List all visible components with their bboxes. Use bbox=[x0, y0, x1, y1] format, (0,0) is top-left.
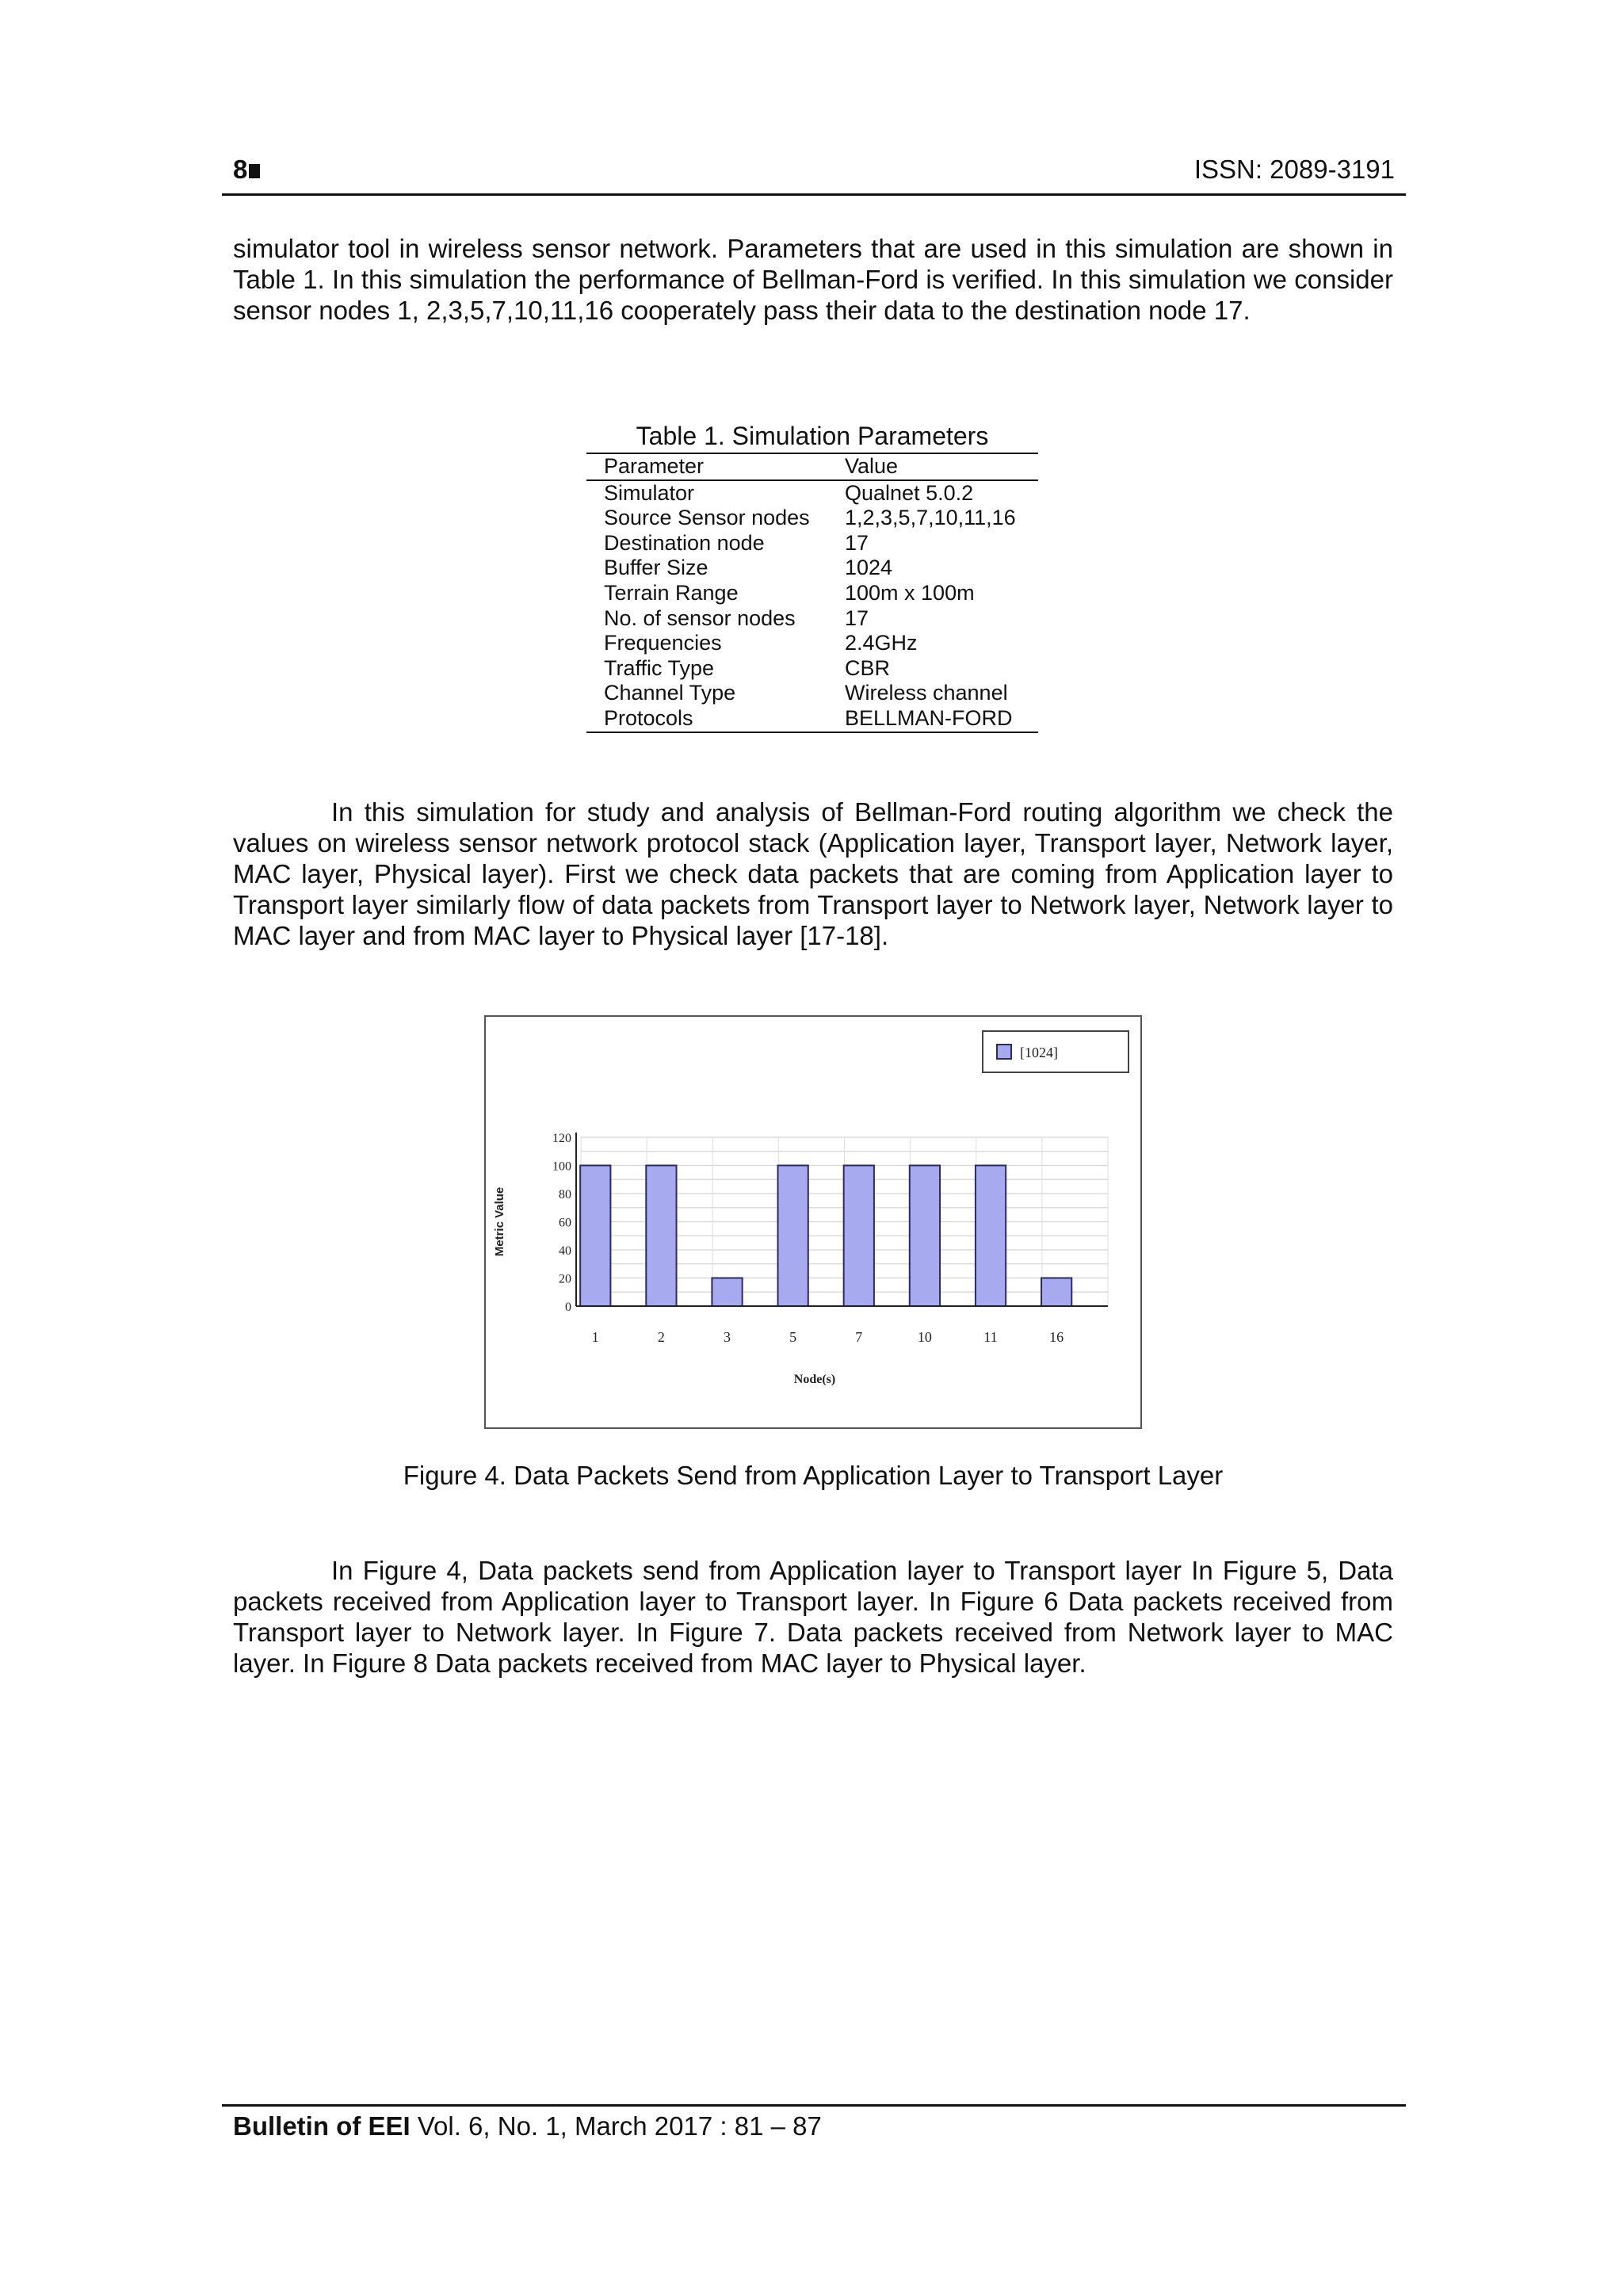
journal-details: Vol. 6, No. 1, March 2017 : 81 – 87 bbox=[410, 2111, 822, 2141]
figure-4-frame bbox=[484, 1015, 1142, 1429]
page-footer bbox=[233, 2111, 822, 2141]
chart-bar bbox=[646, 1166, 676, 1307]
x-tick-label: 7 bbox=[855, 1329, 863, 1345]
chart-bar bbox=[1041, 1278, 1071, 1307]
table-cell: No. of sensor nodes bbox=[604, 606, 796, 630]
table-cell: BELLMAN-FORD bbox=[845, 705, 1013, 730]
table-cell: CBR bbox=[845, 655, 891, 680]
header-rule bbox=[222, 193, 1406, 196]
x-tick-label: 3 bbox=[724, 1329, 731, 1345]
chart-bar bbox=[976, 1166, 1006, 1307]
simulation-parameters-table bbox=[586, 453, 1038, 733]
table-cell: Source Sensor nodes bbox=[604, 506, 810, 530]
table-row bbox=[586, 531, 1038, 556]
x-tick-label: 16 bbox=[1049, 1329, 1064, 1345]
page-number: 8 bbox=[233, 155, 260, 185]
table-cell: Traffic Type bbox=[604, 655, 715, 680]
chart-bar bbox=[844, 1166, 874, 1307]
y-tick-label: 20 bbox=[559, 1272, 571, 1286]
table-cell: Terrain Range bbox=[604, 580, 739, 605]
table-cell: 1024 bbox=[845, 556, 893, 580]
table-cell: Destination node bbox=[604, 530, 765, 555]
issn: ISSN: 2089-3191 bbox=[1193, 155, 1395, 184]
table-cell: Simulator bbox=[604, 480, 695, 505]
table-cell: 2.4GHz bbox=[845, 631, 918, 655]
figure-caption: Figure 4. Data Packets Send from Application Layer to Transport Layer bbox=[403, 1461, 1224, 1490]
table-cell: Buffer Size bbox=[604, 556, 708, 580]
table-cell: Qualnet 5.0.2 bbox=[845, 480, 974, 505]
page-number-mark bbox=[249, 164, 260, 178]
y-tick-label: 100 bbox=[552, 1159, 571, 1174]
y-axis-title: Metric Value bbox=[493, 1186, 506, 1257]
table-cell: 17 bbox=[845, 606, 869, 630]
table-header-parameter: Parameter bbox=[604, 454, 705, 478]
table-header-value: Value bbox=[845, 454, 899, 478]
journal-name: Bulletin of EEI bbox=[233, 2111, 411, 2141]
table-header-row bbox=[586, 453, 1038, 480]
x-tick-label: 2 bbox=[657, 1329, 665, 1345]
chart-bar bbox=[580, 1166, 610, 1307]
x-tick-label: 11 bbox=[983, 1329, 998, 1345]
paragraph-intro: simulator tool in wireless sensor network. Parameters that are used in this simulation are shown in Table 1. In this simulation the performance of Bellman-Ford is verified. In this simulation we consider sensor nodes 1, 2,3,5,7,10,11,16 cooperately pass their data to the destination node 17. bbox=[233, 234, 1393, 325]
paragraph-figure-discussion: In Figure 4, Data packets send from Application layer to Transport layer In Figure 5, Data packets received from Application layer to Transport layer. In Figure 6 Data packets received from Transport layer to Network layer. In Figure 7. Data packets received from Network layer to MAC layer. In Figure 8 Data packets received from MAC layer to Physical layer. bbox=[233, 1556, 1393, 1678]
x-axis-title: Node(s) bbox=[793, 1373, 836, 1386]
x-tick-label: 5 bbox=[789, 1329, 797, 1345]
table-cell: Channel Type bbox=[604, 681, 736, 705]
footer-rule bbox=[222, 2104, 1406, 2107]
table-cell: Protocols bbox=[604, 705, 693, 730]
table-row bbox=[586, 606, 1038, 632]
table-row bbox=[586, 656, 1038, 682]
legend-label: [1024] bbox=[1020, 1045, 1058, 1060]
table-row bbox=[586, 506, 1038, 531]
y-tick-label: 0 bbox=[565, 1301, 571, 1314]
table-cell: Frequencies bbox=[604, 631, 722, 655]
paragraph-analysis: In this simulation for study and analysis of Bellman-Ford routing algorithm we check the values on wireless sensor network protocol stack (Application layer, Transport layer, Network layer, MAC layer, Physical layer). First we check data packets that are coming from Application layer to Transport layer similarly flow of data packets from Transport layer to Network layer, Network layer to MAC layer and from MAC layer to Physical layer [17-18]. bbox=[233, 797, 1393, 950]
y-tick-label: 60 bbox=[559, 1216, 571, 1230]
page-header bbox=[233, 155, 1401, 194]
table-cell: 1,2,3,5,7,10,11,16 bbox=[845, 506, 1016, 530]
table-row bbox=[586, 706, 1038, 732]
table-row bbox=[586, 556, 1038, 581]
y-tick-label: 80 bbox=[559, 1188, 571, 1201]
table-caption: Table 1. Simulation Parameters bbox=[636, 422, 989, 450]
table-row bbox=[586, 480, 1038, 506]
legend-swatch bbox=[997, 1045, 1011, 1059]
chart-bar bbox=[778, 1166, 808, 1307]
table-cell: 17 bbox=[845, 530, 869, 555]
chart-bar bbox=[712, 1278, 742, 1307]
chart-bar bbox=[910, 1166, 940, 1307]
chart-legend bbox=[983, 1031, 1128, 1072]
table-row bbox=[586, 681, 1038, 706]
y-tick-label: 40 bbox=[559, 1244, 571, 1258]
table-row bbox=[586, 581, 1038, 606]
bar-chart bbox=[486, 1017, 1140, 1427]
x-tick-label: 1 bbox=[591, 1329, 599, 1345]
y-tick-label: 120 bbox=[552, 1132, 571, 1145]
table-cell: 100m x 100m bbox=[845, 580, 975, 605]
table-row bbox=[586, 631, 1038, 656]
x-tick-label: 10 bbox=[917, 1329, 932, 1345]
table-cell: Wireless channel bbox=[845, 681, 1008, 705]
